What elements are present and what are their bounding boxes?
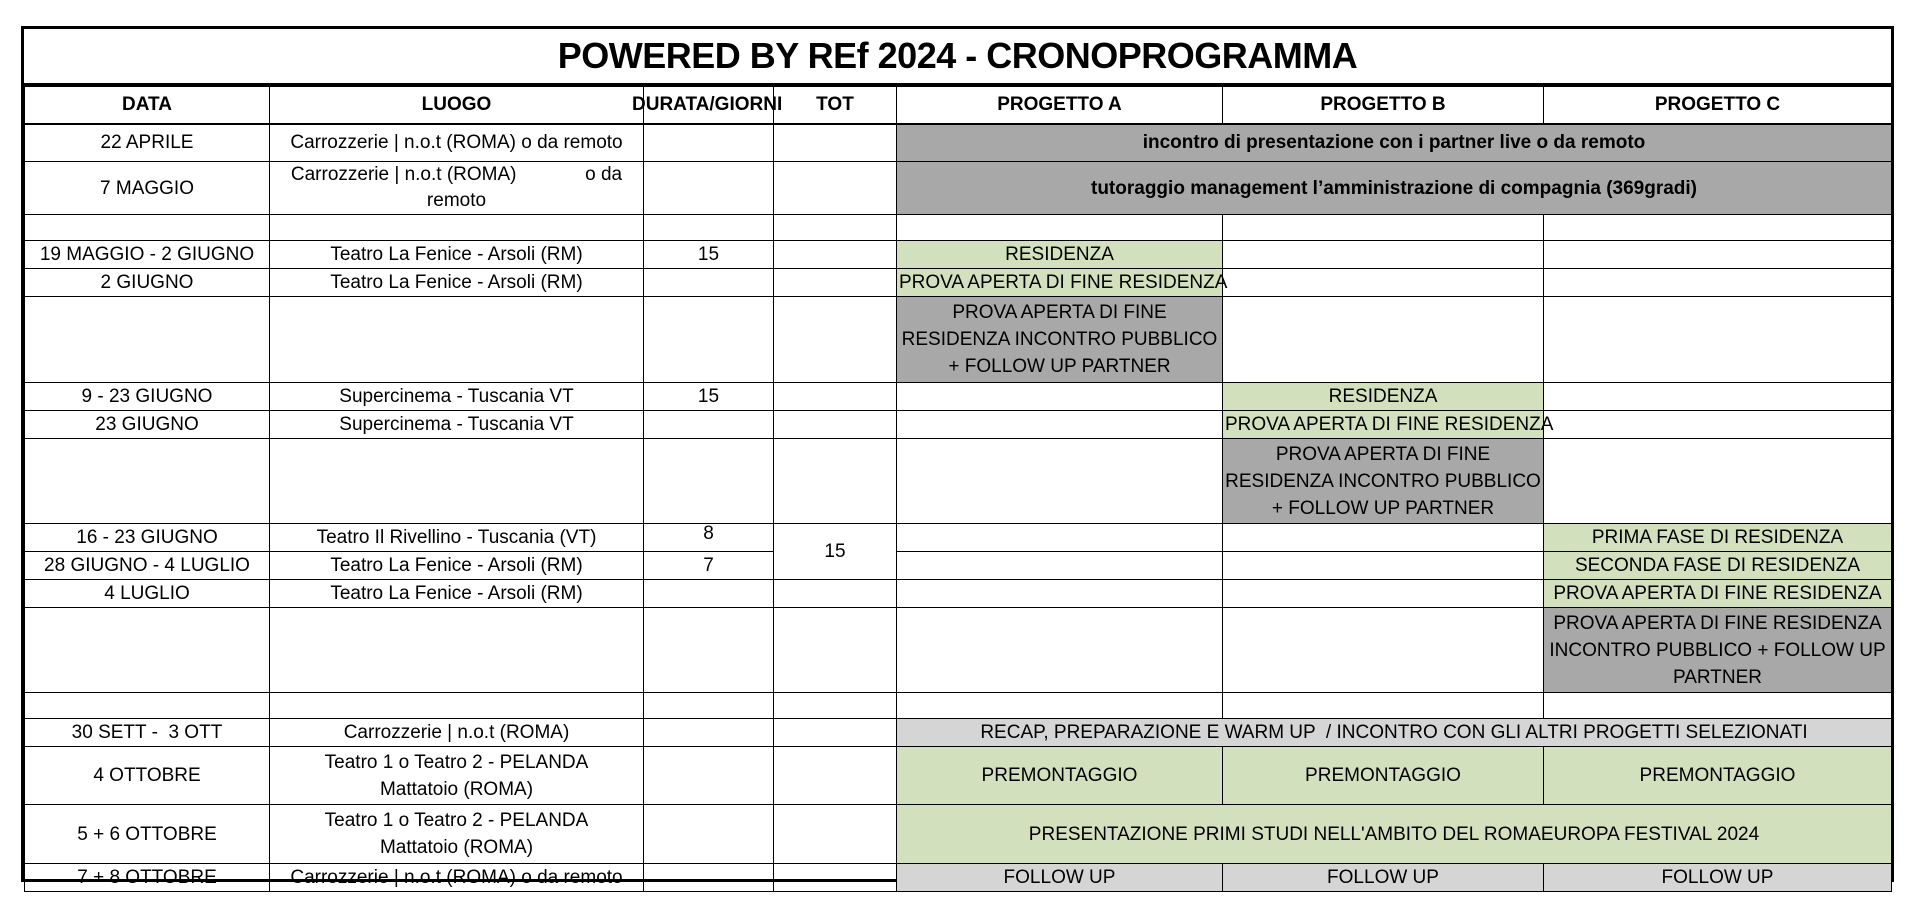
cell-data: 9 - 23 GIUGNO [25, 383, 270, 411]
table-row [25, 608, 1892, 693]
cell-data: 19 MAGGIO - 2 GIUGNO [25, 241, 270, 269]
cell-durata [644, 124, 774, 162]
cell-data: 23 GIUGNO [25, 411, 270, 439]
cell-activity: RECAP, PREPARAZIONE E WARM UP / INCONTRO CON GLI ALTRI PROGETTI SELEZIONATI [897, 719, 1892, 747]
cell-data: 5 + 6 OTTOBRE [25, 805, 270, 864]
cell-progetto-b: PROVA APERTA DI FINE RESIDENZA INCONTRO PUBBLICO + FOLLOW UP PARTNER [1223, 439, 1544, 524]
cell-durata [644, 162, 774, 215]
page-title: POWERED BY REf 2024 - CRONOPROGRAMMA [24, 29, 1891, 86]
cell-durata: 7 [644, 552, 774, 580]
table-row [25, 719, 1892, 747]
table-row [25, 241, 1892, 269]
header-row [25, 87, 1892, 124]
table-row [25, 439, 1892, 524]
cell-luogo: Carrozzerie | n.o.t (ROMA) o da remoto [270, 162, 644, 215]
schedule-table [24, 86, 1892, 892]
cell-progetto-a: PROVA APERTA DI FINE RESIDENZA INCONTRO PUBBLICO + FOLLOW UP PARTNER [897, 297, 1223, 383]
cell-luogo: Carrozzerie | n.o.t (ROMA) o da remoto [270, 864, 644, 892]
header-data: DATA [25, 87, 270, 124]
empty-row [25, 215, 1892, 241]
cell-progetto-b: RESIDENZA [1223, 383, 1544, 411]
header-durata: DURATA/GIORNI [644, 87, 774, 124]
cell-luogo: Carrozzerie | n.o.t (ROMA) [270, 719, 644, 747]
header-tot: TOT [774, 87, 897, 124]
table-row [25, 864, 1892, 892]
cell-progetto-b: PROVA APERTA DI FINE RESIDENZA [1223, 411, 1544, 439]
cell-luogo: Teatro La Fenice - Arsoli (RM) [270, 580, 644, 608]
cell-progetto-c: PREMONTAGGIO [1544, 747, 1892, 805]
cell-tot: 15 [774, 524, 897, 580]
table-row [25, 747, 1892, 805]
cell-data: 16 - 23 GIUGNO [25, 524, 270, 552]
cell-activity: PRESENTAZIONE PRIMI STUDI NELL'AMBITO DEL ROMAEUROPA FESTIVAL 2024 [897, 805, 1892, 864]
cell-luogo: Teatro 1 o Teatro 2 - PELANDA Mattatoio (ROMA) [270, 805, 644, 864]
cell-progetto-c: SECONDA FASE DI RESIDENZA [1544, 552, 1892, 580]
cell-progetto-c: PRIMA FASE DI RESIDENZA [1544, 524, 1892, 552]
cell-luogo: Teatro 1 o Teatro 2 - PELANDA Mattatoio (ROMA) [270, 747, 644, 805]
cell-progetto-a: RESIDENZA [897, 241, 1223, 269]
table-row [25, 162, 1892, 215]
table-row [25, 383, 1892, 411]
cell-tot [774, 162, 897, 215]
cell-tot [774, 241, 897, 269]
cell-data: 4 LUGLIO [25, 580, 270, 608]
cell-data: 28 GIUGNO - 4 LUGLIO [25, 552, 270, 580]
table-row [25, 524, 1892, 552]
cell-progetto-a: FOLLOW UP [897, 864, 1223, 892]
cell-durata: 15 [644, 383, 774, 411]
cell-progetto-c: PROVA APERTA DI FINE RESIDENZA [1544, 580, 1892, 608]
cell-durata: 15 [644, 241, 774, 269]
cell-activity: tutoraggio management l’amministrazione di compagnia (369gradi) [897, 162, 1892, 215]
cell-luogo: Carrozzerie | n.o.t (ROMA) o da remoto [270, 124, 644, 162]
header-progetto-a: PROGETTO A [897, 87, 1223, 124]
cell-progetto-a: PROVA APERTA DI FINE RESIDENZA [897, 269, 1223, 297]
table-row [25, 297, 1892, 383]
cell-luogo: Supercinema - Tuscania VT [270, 383, 644, 411]
cell-luogo: Teatro La Fenice - Arsoli (RM) [270, 552, 644, 580]
cell-luogo: Teatro La Fenice - Arsoli (RM) [270, 269, 644, 297]
cell-progetto-c: FOLLOW UP [1544, 864, 1892, 892]
cell-progetto-a: PREMONTAGGIO [897, 747, 1223, 805]
cell-tot [774, 124, 897, 162]
cell-data: 22 APRILE [25, 124, 270, 162]
table-row [25, 552, 1892, 580]
table-row [25, 580, 1892, 608]
table-row [25, 124, 1892, 162]
header-progetto-b: PROGETTO B [1223, 87, 1544, 124]
cell-data: 2 GIUGNO [25, 269, 270, 297]
cell-durata: 8 [644, 524, 774, 552]
cell-progetto-b: FOLLOW UP [1223, 864, 1544, 892]
header-progetto-c: PROGETTO C [1544, 87, 1892, 124]
cell-progetto-c: PROVA APERTA DI FINE RESIDENZA INCONTRO PUBBLICO + FOLLOW UP PARTNER [1544, 608, 1892, 693]
schedule-sheet [21, 26, 1894, 888]
cell-data: 7 + 8 OTTOBRE [25, 864, 270, 892]
cell-luogo: Teatro La Fenice - Arsoli (RM) [270, 241, 644, 269]
cell-progetto-b: PREMONTAGGIO [1223, 747, 1544, 805]
empty-row [25, 693, 1892, 719]
cell-data: 7 MAGGIO [25, 162, 270, 215]
table-row [25, 805, 1892, 864]
table-row [25, 411, 1892, 439]
cell-luogo: Supercinema - Tuscania VT [270, 411, 644, 439]
cell-data: 30 SETT - 3 OTT [25, 719, 270, 747]
cell-luogo: Teatro Il Rivellino - Tuscania (VT) [270, 524, 644, 552]
table-row [25, 269, 1892, 297]
cell-data: 4 OTTOBRE [25, 747, 270, 805]
cell-activity: incontro di presentazione con i partner live o da remoto [897, 124, 1892, 162]
header-luogo: LUOGO [270, 87, 644, 124]
